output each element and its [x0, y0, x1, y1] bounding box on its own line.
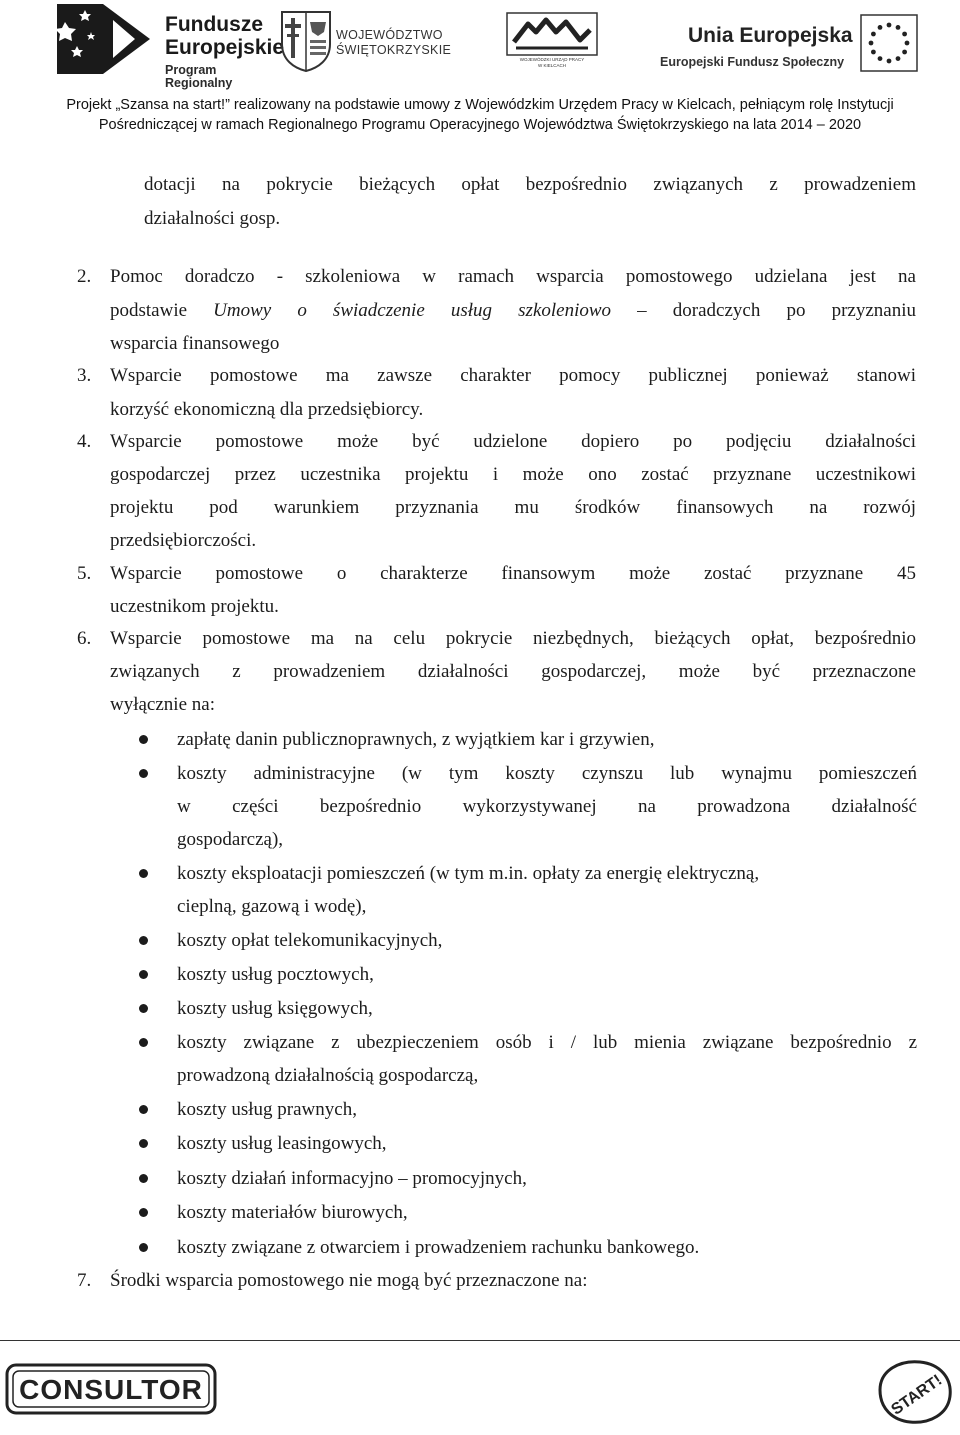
item2-line3: wsparcia finansowego: [110, 333, 280, 354]
ue-logo-line2: Europejski Fundusz Społeczny: [660, 55, 845, 69]
bullet-item: zapłatę danin publicznoprawnych, z wyjątkiem kar i grzywien,: [177, 729, 655, 750]
bullet-icon: [139, 1174, 148, 1183]
item2-line2-post: – doradczych po przyznaniu: [611, 300, 916, 321]
item2-line2: [110, 294, 916, 327]
item-number: 4.: [77, 431, 92, 452]
bullet-icon: [139, 936, 148, 945]
consultor-logo: [5, 1363, 217, 1415]
bullet-icon: [139, 1105, 148, 1114]
item4-line4: przedsiębiorczości.: [110, 530, 257, 551]
bullet-icon: [139, 1004, 148, 1013]
item-number: 5.: [77, 563, 92, 584]
bullet-item-cont: prowadzoną działalnością gospodarczą,: [177, 1065, 479, 1086]
bullet-icon: [139, 1139, 148, 1148]
bullet-item: koszty związane z otwarciem i prowadzeniem rachunku bankowego.: [177, 1237, 700, 1258]
fe-logo-line3: Program Regionalny: [165, 63, 233, 90]
item6-line2: związanych z prowadzeniem działalności gospodarczej, może być przeznaczone: [110, 661, 916, 682]
bullet-icon: [139, 735, 148, 744]
bullet-icon: [139, 1038, 148, 1047]
coat-of-arms-icon: [280, 8, 332, 72]
wojewodztwo-swietokrzyskie-logo: [280, 8, 450, 72]
item6-line3: wyłącznie na:: [110, 694, 215, 715]
bullet-icon: [139, 869, 148, 878]
consultor-logo-text: CONSULTOR: [19, 1374, 203, 1405]
wojewodztwo-line2: ŚWIĘTOKRZYSKIE: [336, 43, 452, 57]
fe-logo-line2: Europejskie: [165, 36, 285, 59]
project-info-line1: Projekt „Szansa na start!” realizowany na podstawie umowy z Wojewódzkim Urzędem Pracy w Kielcach, pełniącym rolę Instytucji: [66, 97, 894, 113]
bullet-item-cont: gospodarczą),: [177, 829, 284, 850]
item-number: 2.: [77, 266, 92, 287]
item5-line2: uczestnikom projektu.: [110, 596, 279, 617]
bullet-item: koszty usług prawnych,: [177, 1099, 357, 1120]
item-number: 7.: [77, 1270, 92, 1291]
bullet-item: koszty materiałów biurowych,: [177, 1202, 408, 1223]
bullet-item: koszty eksploatacji pomieszczeń (w tym m.in. opłaty za energię elektryczną,: [177, 863, 760, 884]
unia-europejska-logo: [660, 12, 920, 74]
wup-kielce-logo: [506, 12, 598, 74]
fundusze-europejskie-logo: [55, 2, 285, 90]
fe-logo-line1: Fundusze: [165, 13, 263, 36]
item4-line3: projektu pod warunkiem przyznania mu środków finansowych na rozwój: [110, 497, 916, 518]
item7-line1: Środki wsparcia pomostowego nie mogą być przeznaczone na:: [110, 1270, 588, 1291]
eu-flag-icon: [860, 14, 918, 72]
wup-emblem-icon: [506, 12, 598, 56]
intro-line1: dotacji na pokrycie bieżących opłat bezpośrednio związanych z prowadzeniem: [144, 174, 916, 195]
bullet-item: koszty działań informacyjno – promocyjnych,: [177, 1168, 527, 1189]
bullet-item: koszty usług leasingowych,: [177, 1133, 387, 1154]
item2-line1: Pomoc doradczo - szkoleniowa w ramach wsparcia pomostowego udzielana jest na: [110, 266, 916, 287]
footer-divider: [0, 1340, 960, 1341]
wojewodztwo-line1: WOJEWÓDZTWO: [336, 28, 443, 42]
bullet-item-cont: w części bezpośrednio wykorzystywanej na prowadzona działalność: [177, 796, 917, 817]
start-logo-text: START!: [888, 1371, 946, 1419]
bullet-item: koszty opłat telekomunikacyjnych,: [177, 930, 443, 951]
bullet-icon: [139, 970, 148, 979]
item6-line1: Wsparcie pomostowe ma na celu pokrycie niezbędnych, bieżących opłat, bezpośrednio: [110, 628, 916, 649]
project-info-line2: Pośredniczącej w ramach Regionalnego Programu Operacyjnego Województwa Świętokrzyskiego na lata 2014 – 2020: [98, 117, 862, 133]
start-logo: [872, 1356, 956, 1426]
item3-line1: Wsparcie pomostowe ma zawsze charakter pomocy publicznej ponieważ stanowi: [110, 365, 916, 386]
ue-logo-line1: Unia Europejska: [688, 24, 853, 47]
bullet-item: koszty związane z ubezpieczeniem osób i / lub mienia związane bezpośrednio z: [177, 1032, 917, 1053]
bullet-item: koszty usług pocztowych,: [177, 964, 374, 985]
item4-line1: Wsparcie pomostowe może być udzielone dopiero po podjęciu działalności: [110, 431, 916, 452]
item-number: 3.: [77, 365, 92, 386]
bullet-item-cont: cieplną, gazową i wodę),: [177, 896, 367, 917]
umowa-title: Umowy o świadczenie usług szkoleniowo: [213, 300, 612, 321]
item2-line2-pre: podstawie: [110, 300, 214, 321]
item-number: 6.: [77, 628, 92, 649]
intro-line2: działalności gosp.: [144, 208, 281, 229]
item5-line1: Wsparcie pomostowe o charakterze finansowym może zostać przyznane 45: [110, 563, 916, 584]
bullet-item: koszty administracyjne (w tym koszty czynszu lub wynajmu pomieszczeń: [177, 763, 917, 784]
wup-line2: W KIELCACH: [537, 63, 566, 68]
item3-line2: korzyść ekonomiczną dla przedsiębiorcy.: [110, 399, 424, 420]
bullet-icon: [139, 769, 148, 778]
fe-emblem-icon: [55, 2, 155, 78]
bullet-icon: [139, 1208, 148, 1217]
bullet-icon: [139, 1243, 148, 1252]
item4-line2: gospodarczej przez uczestnika projektu i może ono zostać przyznane uczestnikowi: [110, 464, 916, 485]
wup-line1: WOJEWÓDZKI URZĄD PRACY: [519, 57, 585, 62]
bullet-item: koszty usług księgowych,: [177, 998, 373, 1019]
